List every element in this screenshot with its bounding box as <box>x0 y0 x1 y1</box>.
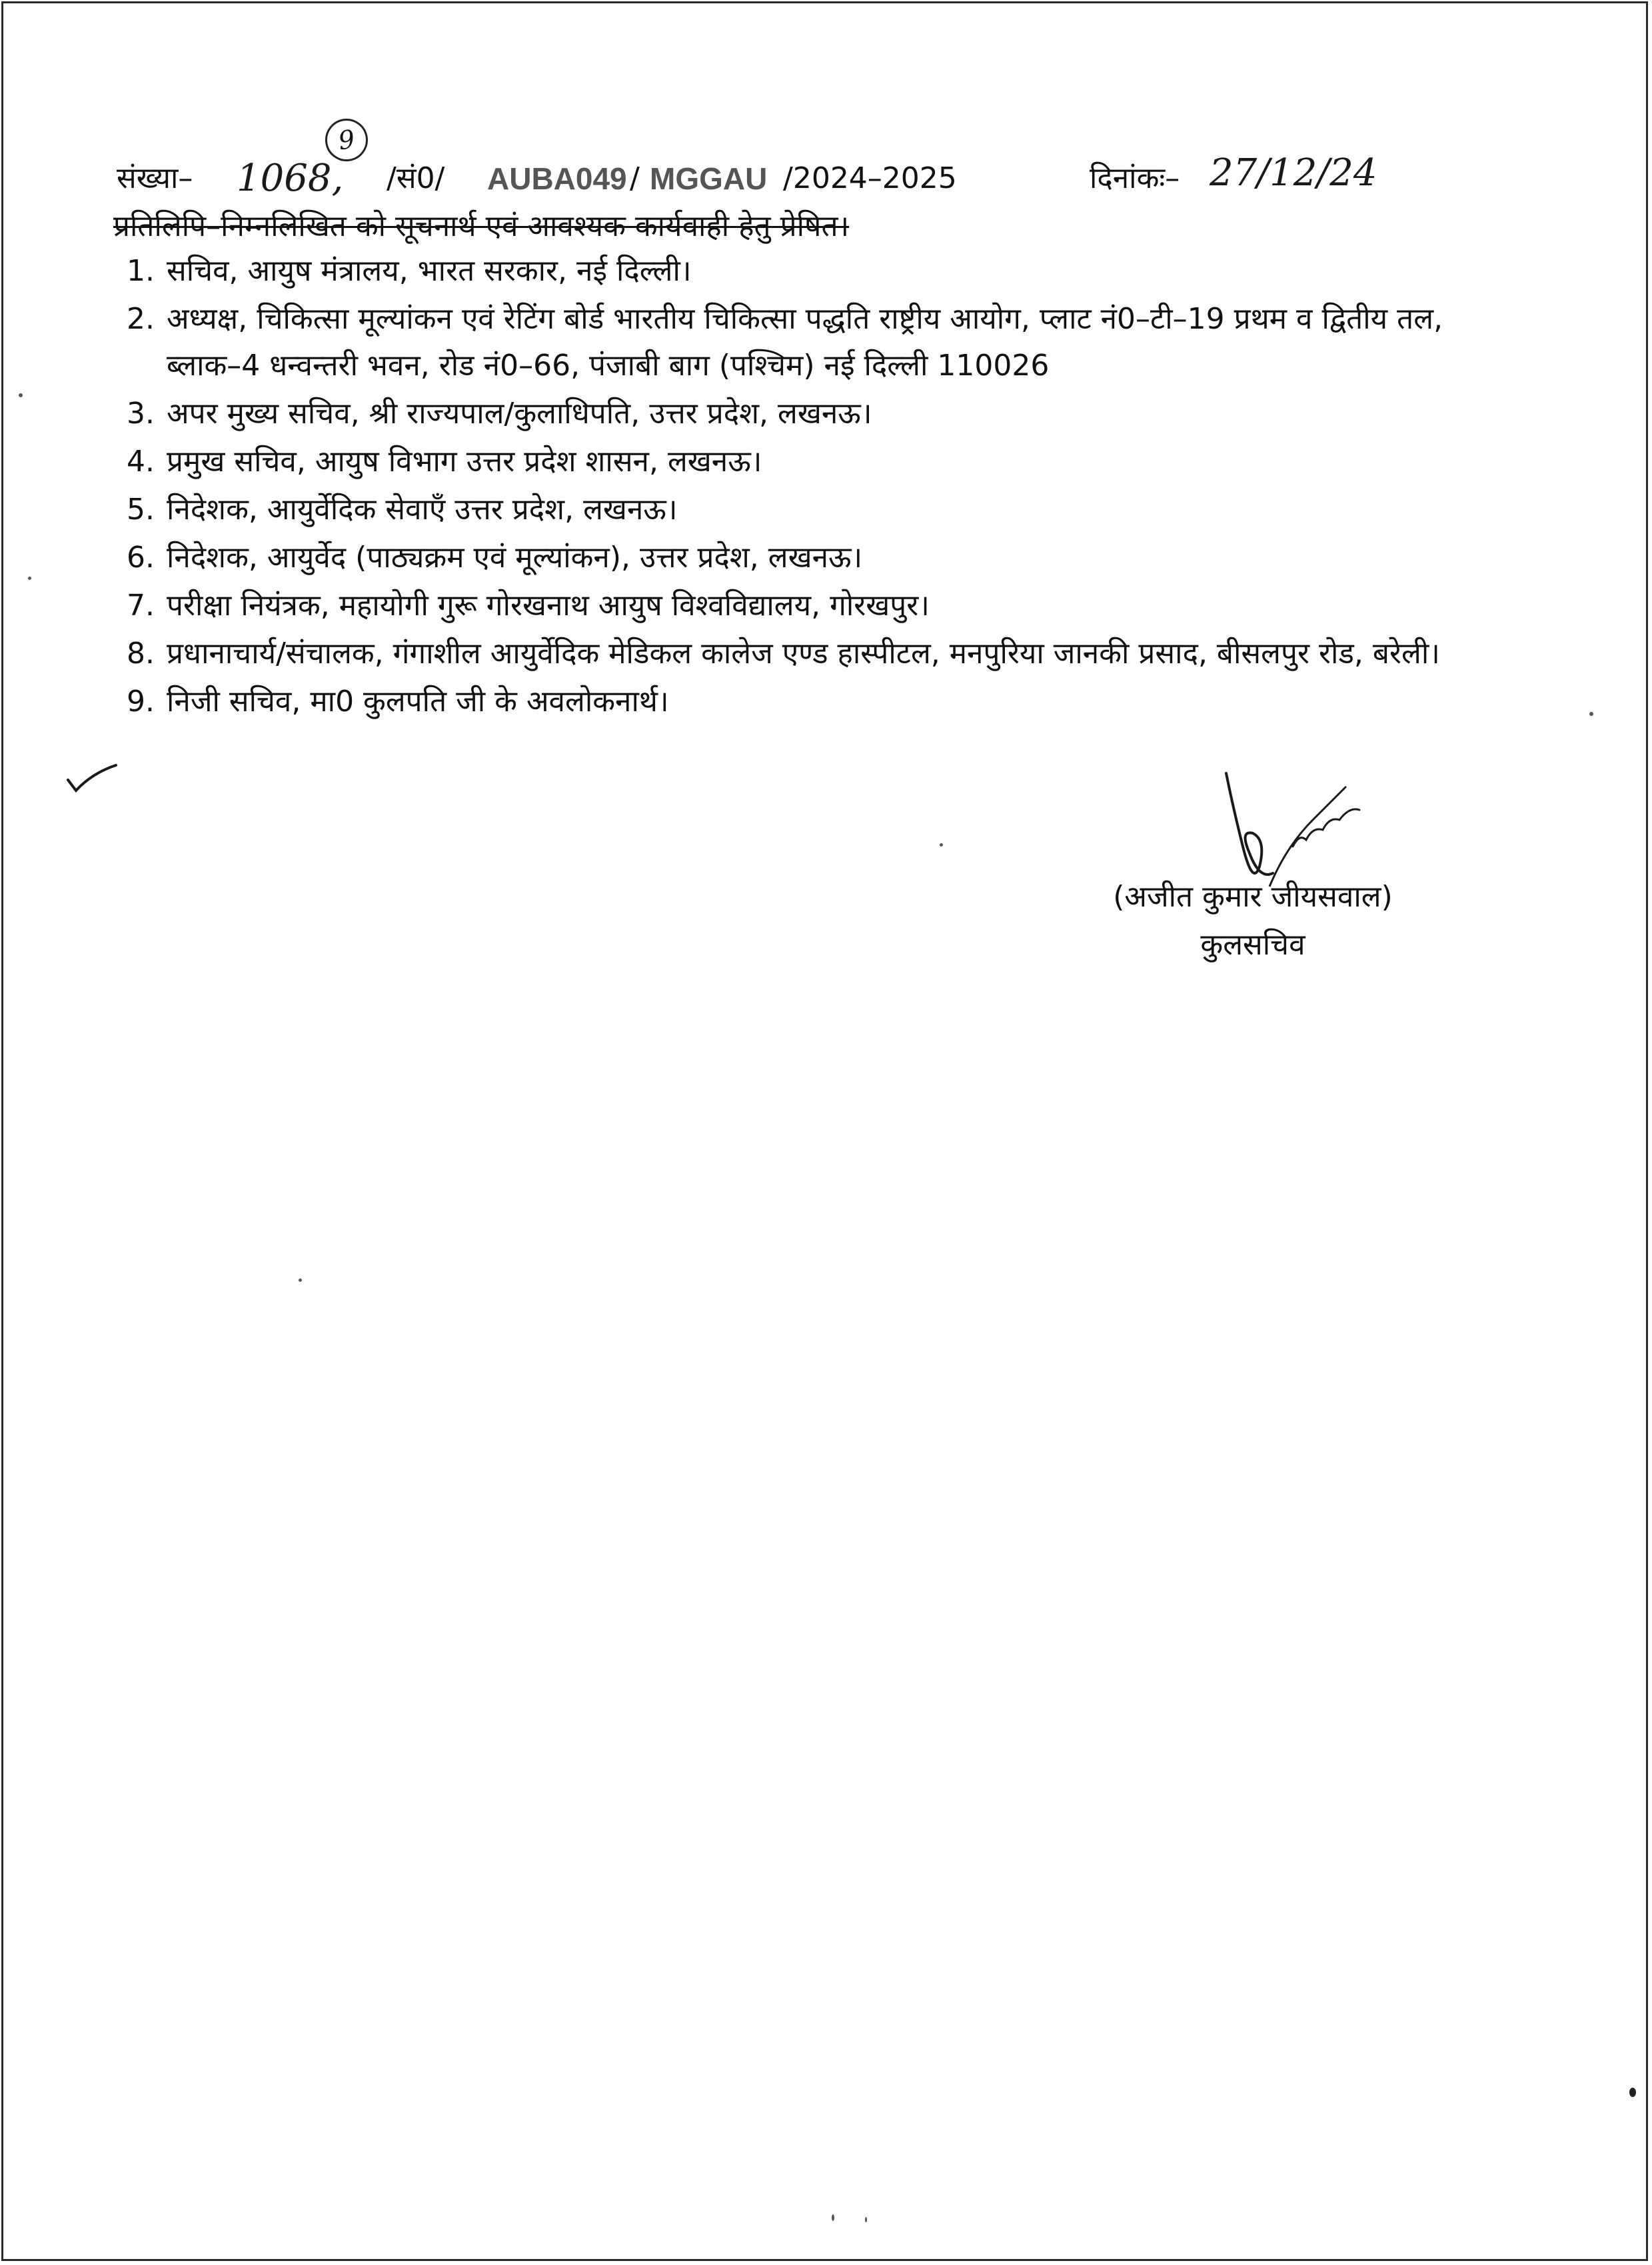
item-number: 1. <box>127 254 155 288</box>
item-number: 9. <box>127 685 155 719</box>
number-label: संख्या– <box>117 161 193 195</box>
reference-header <box>117 152 1583 205</box>
list-item <box>127 248 1466 295</box>
list-item <box>127 487 1466 533</box>
scan-speck <box>940 843 943 847</box>
item-text: अध्यक्ष, चिकित्सा मूल्यांकन एवं रेटिंग बोर्ड भारतीय चिकित्सा पद्धति राष्ट्रीय आयोग, प्लाट नं0–टी–19 प्रथम व द्वितीय तल, ब्लाक–4 धन्वन्तरी भवन, रोड नं0–66, पंजाबी बाग (पश्चिम) नई दिल्ली 110026 <box>167 302 1443 383</box>
item-number: 4. <box>127 445 155 479</box>
ref-year: /2024–2025 <box>783 161 957 195</box>
list-item <box>127 535 1466 581</box>
item-text: प्रधानाचार्य/संचालक, गंगाशील आयुर्वेदिक मेडिकल कालेज एण्ड हास्पीटल, मनपुरिया जानकी प्रसाद, बीसलपुर रोड, बरेली। <box>167 637 1440 671</box>
list-item <box>127 631 1466 677</box>
list-item <box>127 583 1466 629</box>
handwritten-number: 1068, <box>237 157 344 200</box>
check-mark-icon <box>65 761 119 795</box>
signature-block <box>1086 873 1419 969</box>
item-text: निजी सचिव, मा0 कुलपति जी के अवलोकनार्थ। <box>167 685 669 719</box>
copy-forwarding-line: प्रतिलिपि–निम्नलिखित को सूचनार्थ एवं आवश्यक कार्यवाही हेतु प्रेषित। <box>113 209 850 243</box>
scan-speck <box>19 393 23 397</box>
ref-prefix: /सं0/ <box>387 161 445 195</box>
signatory-name: (अजीत कुमार जीयसवाल) <box>1113 880 1393 914</box>
item-number: 6. <box>127 541 155 575</box>
item-number: 5. <box>127 493 155 527</box>
scan-speck <box>28 577 31 580</box>
circled-number: 9 <box>323 116 371 164</box>
item-text: अपर मुख्य सचिव, श्री राज्यपाल/कुलाधिपति, उत्तर प्रदेश, लखनऊ। <box>167 397 872 431</box>
list-item <box>127 439 1466 485</box>
handwritten-date: 27/12/24 <box>1210 151 1377 195</box>
recipient-list <box>127 248 1466 727</box>
scan-speck <box>1589 712 1593 716</box>
item-text: परीक्षा नियंत्रक, महायोगी गुरू गोरखनाथ आयुष विश्वविद्यालय, गोरखपुर। <box>167 589 930 623</box>
ref-code-auba: AUBA049 <box>487 161 627 196</box>
scan-speck <box>865 2217 867 2222</box>
signatory-designation: कुलसचिव <box>1200 928 1305 962</box>
scan-speck <box>299 1278 302 1282</box>
item-text: निदेशक, आयुर्वेद (पाठ्यक्रम एवं मूल्यांकन), उत्तर प्रदेश, लखनऊ। <box>167 541 863 575</box>
list-item <box>127 391 1466 437</box>
list-item <box>127 679 1466 725</box>
item-text: प्रमुख सचिव, आयुष विभाग उत्तर प्रदेश शासन, लखनऊ। <box>167 445 762 479</box>
item-number: 2. <box>127 302 155 336</box>
scan-speck <box>1629 2088 1636 2097</box>
item-text: सचिव, आयुष मंत्रालय, भारत सरकार, नई दिल्ली। <box>167 254 692 288</box>
date-label: दिनांकः– <box>1090 161 1180 195</box>
scan-speck <box>832 2214 834 2221</box>
list-item <box>127 296 1466 389</box>
item-number: 8. <box>127 637 155 671</box>
ref-separator: / <box>630 161 640 195</box>
ref-code-mggau: MGGAU <box>650 161 768 196</box>
item-text: निदेशक, आयुर्वेदिक सेवाएँ उत्तर प्रदेश, लखनऊ। <box>167 493 678 527</box>
item-number: 7. <box>127 589 155 623</box>
item-number: 3. <box>127 397 155 431</box>
